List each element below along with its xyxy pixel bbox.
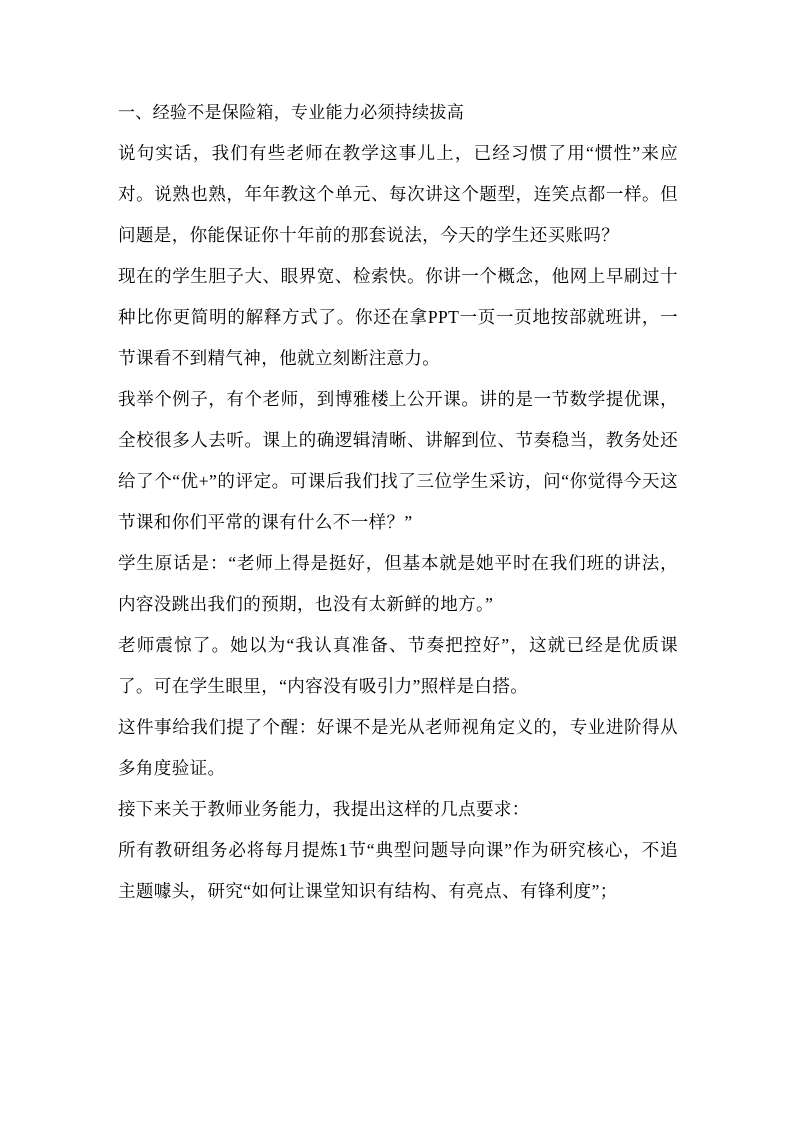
paragraph: 这件事给我们提了个醒：好课不是光从老师视角定义的，专业进阶得从多角度验证。 bbox=[118, 717, 678, 778]
paragraph: 现在的学生胆子大、眼界宽、检索快。你讲一个概念，他网上早刷过十种比你更简明的解释方式了。你还在拿PPT一页一页地按部就班讲，一节课看不到精气神，他就立刻断注意力。 bbox=[118, 266, 678, 368]
paragraph: 所有教研组务必将每月提炼1节“典型问题导向课”作为研究核心，不追主题噱头，研究“如何让课堂知识有结构、有亮点、有锋利度”； bbox=[118, 840, 678, 901]
paragraph: 学生原话是：“老师上得是挺好，但基本就是她平时在我们班的讲法，内容没跳出我们的预期，也没有太新鲜的地方。” bbox=[118, 553, 678, 614]
paragraph: 接下来关于教师业务能力，我提出这样的几点要求： bbox=[118, 799, 530, 819]
paragraph: 我举个例子，有个老师，到博雅楼上公开课。讲的是一节数学提优课，全校很多人去听。课上的确逻辑清晰、讲解到位、节奏稳当，教务处还给了个“优+”的评定。可课后我们找了三位学生采访，问“你觉得今天这节课和你们平常的课有什么不一样？” bbox=[118, 389, 678, 532]
document-body bbox=[118, 92, 678, 912]
section-heading: 一、经验不是保险箱，专业能力必须持续拔高 bbox=[118, 103, 464, 122]
paragraph: 老师震惊了。她以为“我认真准备、节奏把控好”，这就已经是优质课了。可在学生眼里，“内容没有吸引力”照样是白搭。 bbox=[118, 635, 678, 696]
paragraph: 说句实话，我们有些老师在教学这事儿上，已经习惯了用“惯性”来应对。说熟也熟，年年教这个单元、每次讲这个题型，连笑点都一样。但问题是，你能保证你十年前的那套说法，今天的学生还买账吗？ bbox=[118, 143, 678, 245]
